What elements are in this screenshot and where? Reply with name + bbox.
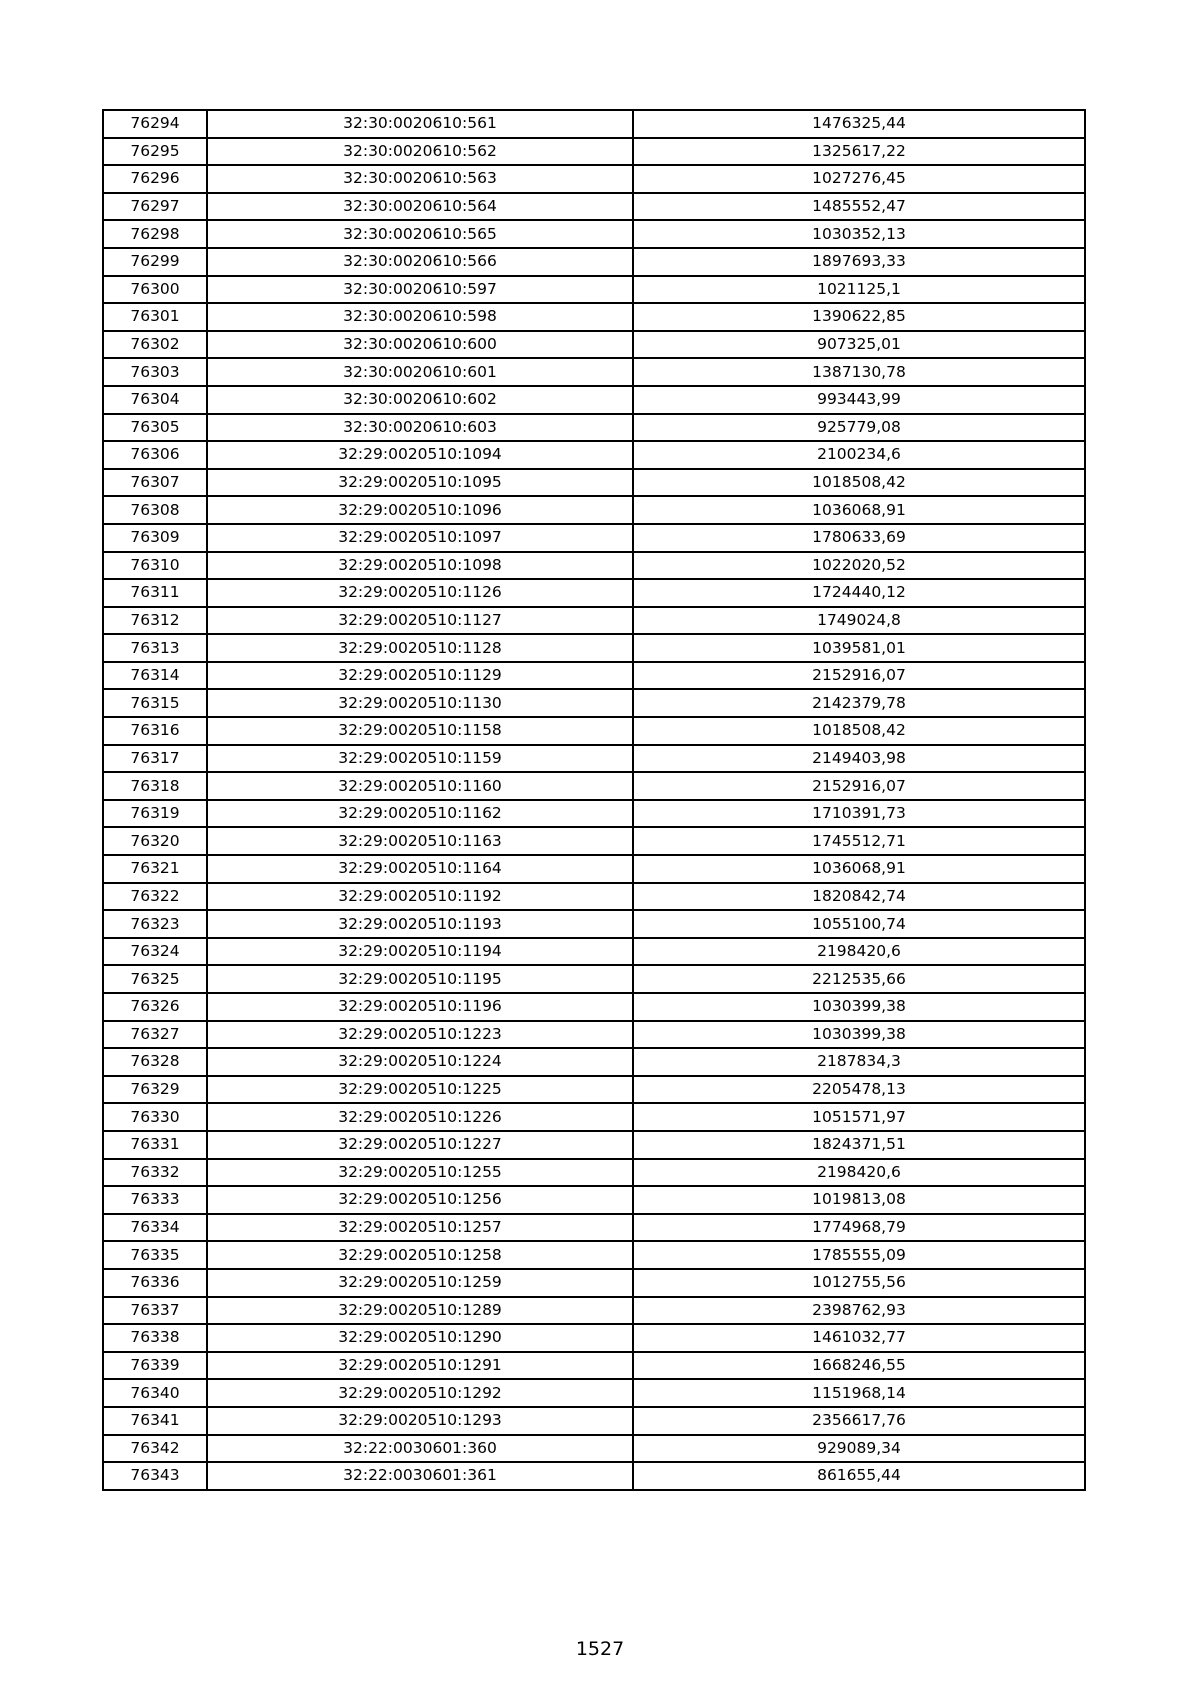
cadastral-number-cell: 32:30:0020610:601 [207,358,633,386]
row-number-cell: 76323 [103,910,207,938]
cadastral-number-cell: 32:29:0020510:1195 [207,965,633,993]
cadastral-number-cell: 32:29:0020510:1128 [207,634,633,662]
table-row [103,1352,1085,1380]
table-row [103,469,1085,497]
value-cell: 1055100,74 [633,910,1085,938]
row-number-cell: 76342 [103,1435,207,1463]
value-cell: 1785555,09 [633,1241,1085,1269]
row-number-cell: 76315 [103,689,207,717]
value-cell: 2100234,6 [633,441,1085,469]
cadastral-number-cell: 32:29:0020510:1293 [207,1407,633,1435]
cadastral-number-cell: 32:29:0020510:1126 [207,579,633,607]
row-number-cell: 76339 [103,1352,207,1380]
row-number-cell: 76325 [103,965,207,993]
value-cell: 907325,01 [633,331,1085,359]
table-row [103,1462,1085,1490]
table-row [103,1021,1085,1049]
table-row [103,303,1085,331]
value-cell: 2149403,98 [633,745,1085,773]
value-cell: 2198420,6 [633,938,1085,966]
cadastral-number-cell: 32:29:0020510:1289 [207,1297,633,1325]
value-cell: 1039581,01 [633,634,1085,662]
row-number-cell: 76296 [103,165,207,193]
value-cell: 1461032,77 [633,1324,1085,1352]
row-number-cell: 76302 [103,331,207,359]
cadastral-number-cell: 32:30:0020610:561 [207,110,633,138]
value-cell: 1485552,47 [633,193,1085,221]
cadastral-number-cell: 32:29:0020510:1130 [207,689,633,717]
row-number-cell: 76340 [103,1379,207,1407]
page-number: 1527 [575,1638,625,1660]
row-number-cell: 76333 [103,1186,207,1214]
cadastral-number-cell: 32:29:0020510:1226 [207,1103,633,1131]
table-row [103,248,1085,276]
cadastral-number-cell: 32:29:0020510:1292 [207,1379,633,1407]
table-row [103,1131,1085,1159]
value-cell: 1022020,52 [633,552,1085,580]
row-number-cell: 76313 [103,634,207,662]
cadastral-number-cell: 32:30:0020610:562 [207,138,633,166]
row-number-cell: 76335 [103,1241,207,1269]
value-cell: 1387130,78 [633,358,1085,386]
value-cell: 2198420,6 [633,1159,1085,1187]
value-cell: 1036068,91 [633,855,1085,883]
table-row [103,689,1085,717]
cadastral-number-cell: 32:30:0020610:602 [207,386,633,414]
table-row [103,441,1085,469]
row-number-cell: 76298 [103,220,207,248]
cadastral-number-cell: 32:29:0020510:1224 [207,1048,633,1076]
row-number-cell: 76297 [103,193,207,221]
cadastral-number-cell: 32:29:0020510:1257 [207,1214,633,1242]
row-number-cell: 76310 [103,552,207,580]
cadastral-number-cell: 32:22:0030601:361 [207,1462,633,1490]
value-cell: 2356617,76 [633,1407,1085,1435]
cadastral-number-cell: 32:30:0020610:600 [207,331,633,359]
cadastral-number-cell: 32:29:0020510:1095 [207,469,633,497]
table-row [103,1159,1085,1187]
row-number-cell: 76307 [103,469,207,497]
table-row [103,883,1085,911]
value-cell: 1668246,55 [633,1352,1085,1380]
table-row [103,1076,1085,1104]
value-cell: 2212535,66 [633,965,1085,993]
table-row [103,110,1085,138]
value-cell: 861655,44 [633,1462,1085,1490]
row-number-cell: 76331 [103,1131,207,1159]
table-row [103,1048,1085,1076]
cadastral-number-cell: 32:29:0020510:1227 [207,1131,633,1159]
table-row [103,1214,1085,1242]
value-cell: 1030352,13 [633,220,1085,248]
table-row [103,524,1085,552]
row-number-cell: 76308 [103,496,207,524]
value-cell: 1476325,44 [633,110,1085,138]
table-row [103,772,1085,800]
cadastral-number-cell: 32:29:0020510:1096 [207,496,633,524]
table-row [103,1297,1085,1325]
table-row [103,496,1085,524]
cadastral-number-cell: 32:29:0020510:1256 [207,1186,633,1214]
row-number-cell: 76316 [103,717,207,745]
row-number-cell: 76312 [103,607,207,635]
value-cell: 1390622,85 [633,303,1085,331]
table-row [103,1269,1085,1297]
cadastral-number-cell: 32:29:0020510:1194 [207,938,633,966]
row-number-cell: 76309 [103,524,207,552]
row-number-cell: 76338 [103,1324,207,1352]
table-row [103,855,1085,883]
table-row [103,276,1085,304]
cadastral-number-cell: 32:30:0020610:597 [207,276,633,304]
row-number-cell: 76300 [103,276,207,304]
cadastral-number-cell: 32:29:0020510:1127 [207,607,633,635]
row-number-cell: 76311 [103,579,207,607]
cadastral-number-cell: 32:29:0020510:1158 [207,717,633,745]
row-number-cell: 76319 [103,800,207,828]
cadastral-number-cell: 32:30:0020610:565 [207,220,633,248]
value-cell: 1824371,51 [633,1131,1085,1159]
cadastral-number-cell: 32:29:0020510:1291 [207,1352,633,1380]
row-number-cell: 76341 [103,1407,207,1435]
row-number-cell: 76330 [103,1103,207,1131]
cadastral-number-cell: 32:29:0020510:1164 [207,855,633,883]
value-cell: 2152916,07 [633,662,1085,690]
value-cell: 1027276,45 [633,165,1085,193]
row-number-cell: 76320 [103,827,207,855]
row-number-cell: 76326 [103,993,207,1021]
row-number-cell: 76332 [103,1159,207,1187]
table-row [103,662,1085,690]
table-row [103,800,1085,828]
value-cell: 1018508,42 [633,717,1085,745]
table-row [103,138,1085,166]
row-number-cell: 76322 [103,883,207,911]
value-cell: 929089,34 [633,1435,1085,1463]
row-number-cell: 76303 [103,358,207,386]
value-cell: 2152916,07 [633,772,1085,800]
value-cell: 1724440,12 [633,579,1085,607]
cadastral-number-cell: 32:29:0020510:1163 [207,827,633,855]
cadastral-number-cell: 32:29:0020510:1255 [207,1159,633,1187]
cadastral-number-cell: 32:30:0020610:566 [207,248,633,276]
table-row [103,745,1085,773]
cadastral-number-cell: 32:29:0020510:1192 [207,883,633,911]
value-cell: 1036068,91 [633,496,1085,524]
data-table [102,109,1086,1491]
value-cell: 1820842,74 [633,883,1085,911]
row-number-cell: 76334 [103,1214,207,1242]
table-row [103,993,1085,1021]
value-cell: 1051571,97 [633,1103,1085,1131]
value-cell: 1021125,1 [633,276,1085,304]
value-cell: 1030399,38 [633,1021,1085,1049]
value-cell: 2398762,93 [633,1297,1085,1325]
value-cell: 1774968,79 [633,1214,1085,1242]
table-row [103,910,1085,938]
table-row [103,386,1085,414]
cadastral-number-cell: 32:29:0020510:1193 [207,910,633,938]
table-row [103,634,1085,662]
cadastral-number-cell: 32:30:0020610:564 [207,193,633,221]
row-number-cell: 76314 [103,662,207,690]
cadastral-number-cell: 32:29:0020510:1094 [207,441,633,469]
table-body [103,110,1085,1490]
cadastral-number-cell: 32:29:0020510:1160 [207,772,633,800]
value-cell: 925779,08 [633,414,1085,442]
value-cell: 1897693,33 [633,248,1085,276]
table-row [103,938,1085,966]
value-cell: 2142379,78 [633,689,1085,717]
table-row [103,607,1085,635]
value-cell: 1012755,56 [633,1269,1085,1297]
row-number-cell: 76317 [103,745,207,773]
cadastral-number-cell: 32:29:0020510:1225 [207,1076,633,1104]
table-row [103,1324,1085,1352]
cadastral-number-cell: 32:29:0020510:1259 [207,1269,633,1297]
row-number-cell: 76327 [103,1021,207,1049]
value-cell: 2187834,3 [633,1048,1085,1076]
value-cell: 1019813,08 [633,1186,1085,1214]
value-cell: 1780633,69 [633,524,1085,552]
row-number-cell: 76337 [103,1297,207,1325]
cadastral-number-cell: 32:29:0020510:1097 [207,524,633,552]
value-cell: 1325617,22 [633,138,1085,166]
row-number-cell: 76299 [103,248,207,276]
row-number-cell: 76305 [103,414,207,442]
row-number-cell: 76295 [103,138,207,166]
table-row [103,1435,1085,1463]
cadastral-number-cell: 32:30:0020610:563 [207,165,633,193]
table-row [103,1241,1085,1269]
cadastral-number-cell: 32:29:0020510:1159 [207,745,633,773]
table-row [103,414,1085,442]
row-number-cell: 76329 [103,1076,207,1104]
cadastral-number-cell: 32:30:0020610:598 [207,303,633,331]
cadastral-number-cell: 32:29:0020510:1196 [207,993,633,1021]
table-row [103,1186,1085,1214]
table-row [103,1103,1085,1131]
table-row [103,552,1085,580]
row-number-cell: 76321 [103,855,207,883]
cadastral-number-cell: 32:29:0020510:1129 [207,662,633,690]
value-cell: 1030399,38 [633,993,1085,1021]
row-number-cell: 76343 [103,1462,207,1490]
cadastral-number-cell: 32:29:0020510:1258 [207,1241,633,1269]
cadastral-number-cell: 32:29:0020510:1223 [207,1021,633,1049]
row-number-cell: 76324 [103,938,207,966]
table-row [103,1379,1085,1407]
row-number-cell: 76318 [103,772,207,800]
table-row [103,358,1085,386]
table-row [103,579,1085,607]
cadastral-number-cell: 32:30:0020610:603 [207,414,633,442]
row-number-cell: 76304 [103,386,207,414]
value-cell: 993443,99 [633,386,1085,414]
value-cell: 1151968,14 [633,1379,1085,1407]
table-row [103,220,1085,248]
table-row [103,965,1085,993]
cadastral-number-cell: 32:29:0020510:1098 [207,552,633,580]
row-number-cell: 76328 [103,1048,207,1076]
table-row [103,827,1085,855]
row-number-cell: 76301 [103,303,207,331]
cadastral-number-cell: 32:29:0020510:1290 [207,1324,633,1352]
value-cell: 1710391,73 [633,800,1085,828]
value-cell: 1018508,42 [633,469,1085,497]
value-cell: 1749024,8 [633,607,1085,635]
table-row [103,165,1085,193]
row-number-cell: 76294 [103,110,207,138]
table-row [103,717,1085,745]
row-number-cell: 76336 [103,1269,207,1297]
table-row [103,1407,1085,1435]
cadastral-number-cell: 32:22:0030601:360 [207,1435,633,1463]
row-number-cell: 76306 [103,441,207,469]
value-cell: 2205478,13 [633,1076,1085,1104]
value-cell: 1745512,71 [633,827,1085,855]
cadastral-number-cell: 32:29:0020510:1162 [207,800,633,828]
table-row [103,331,1085,359]
table-row [103,193,1085,221]
